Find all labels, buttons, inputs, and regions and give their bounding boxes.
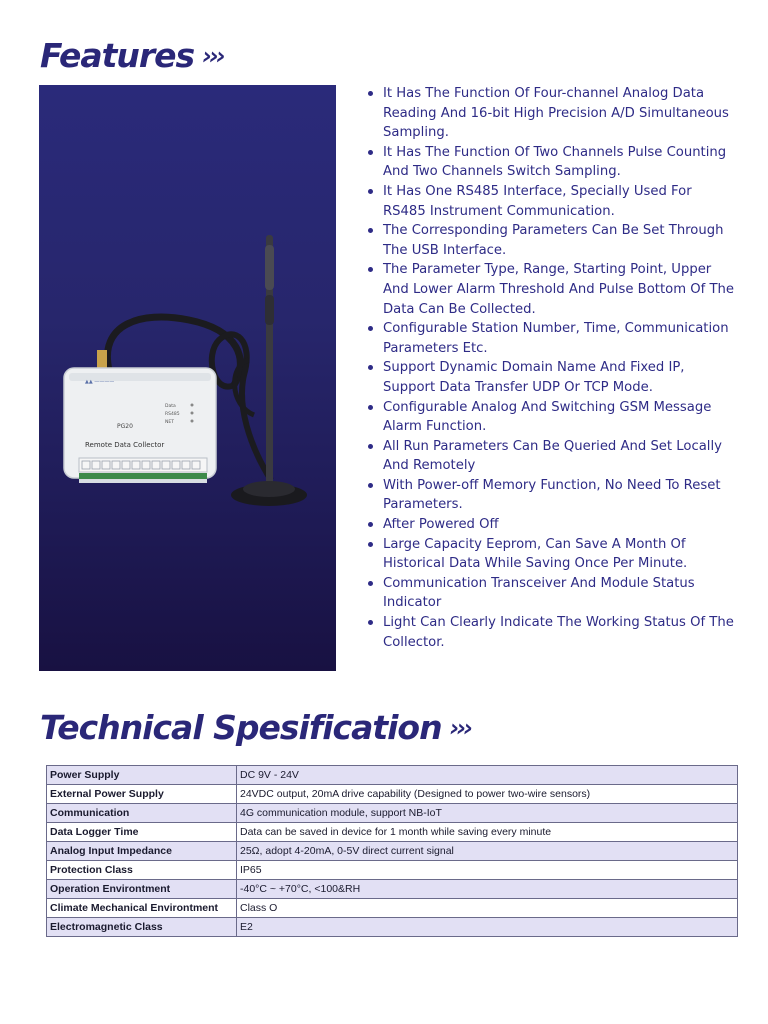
spec-label: Communication	[47, 804, 237, 823]
spec-value: Data can be saved in device for 1 month while saving every minute	[237, 823, 738, 842]
product-image-panel	[39, 85, 336, 671]
feature-item: Support Dynamic Domain Name And Fixed IP, Support Data Transfer UDP Or TCP Mode.	[366, 358, 736, 397]
feature-item: Large Capacity Eeprom, Can Save A Month Of Historical Data While Saving Once Per Minute.	[366, 535, 736, 574]
spec-row	[47, 766, 738, 785]
spec-label: Climate Mechanical Environtment	[47, 899, 237, 918]
spec-label: Electromagnetic Class	[47, 918, 237, 937]
spec-value: 25Ω, adopt 4-20mA, 0-5V direct current signal	[237, 842, 738, 861]
tech-spec-arrows: ›››	[449, 714, 471, 742]
tech-spec-title: Technical Spesification	[40, 708, 442, 747]
device-name-label: Remote Data Collector	[85, 441, 165, 449]
spec-row	[47, 823, 738, 842]
feature-item: Configurable Analog And Switching GSM Message Alarm Function.	[366, 398, 736, 437]
spec-value: Class O	[237, 899, 738, 918]
spec-label: Operation Environtment	[47, 880, 237, 899]
terminal-block	[79, 458, 207, 472]
feature-item: It Has The Function Of Two Channels Pulse Counting And Two Channels Switch Sampling.	[366, 143, 736, 182]
feature-item: The Corresponding Parameters Can Be Set Through The USB Interface.	[366, 221, 736, 260]
feature-item: All Run Parameters Can Be Queried And Set Locally And Remotely	[366, 437, 736, 476]
feature-item: Communication Transceiver And Module Status Indicator	[366, 574, 736, 613]
spec-row	[47, 861, 738, 880]
feature-item: Light Can Clearly Indicate The Working Status Of The Collector.	[366, 613, 736, 652]
tech-spec-heading	[40, 708, 470, 747]
feature-item: Configurable Station Number, Time, Communication Parameters Etc.	[366, 319, 736, 358]
feature-item: It Has The Function Of Four-channel Analog Data Reading And 16-bit High Precision A/D Simultaneous Sampling.	[366, 84, 736, 143]
device-model-label: PG20	[117, 423, 133, 430]
indicator-rs485-label: RS485	[165, 412, 180, 417]
spec-row	[47, 880, 738, 899]
feature-item: After Powered Off	[366, 515, 736, 535]
spec-value: 4G communication module, support NB-IoT	[237, 804, 738, 823]
svg-text:▲▲ ————: ▲▲ ————	[85, 379, 115, 385]
features-heading	[40, 36, 223, 75]
spec-label: External Power Supply	[47, 785, 237, 804]
feature-item: It Has One RS485 Interface, Specially Used For RS485 Instrument Communication.	[366, 182, 736, 221]
indicator-net-label: NET	[165, 420, 174, 425]
feature-item: With Power-off Memory Function, No Need To Reset Parameters.	[366, 476, 736, 515]
spec-label: Power Supply	[47, 766, 237, 785]
spec-label: Data Logger Time	[47, 823, 237, 842]
spec-value: -40°C ~ +70°C, <100&RH	[237, 880, 738, 899]
spec-row	[47, 842, 738, 861]
spec-value: E2	[237, 918, 738, 937]
spec-row	[47, 899, 738, 918]
feature-item: The Parameter Type, Range, Starting Point, Upper And Lower Alarm Threshold And Pulse Bottom Of The Data Can Be Collected.	[366, 260, 736, 319]
spec-value: 24VDC output, 20mA drive capability (Designed to power two-wire sensors)	[237, 785, 738, 804]
features-title: Features	[40, 36, 195, 75]
spec-row	[47, 804, 738, 823]
spec-label: Analog Input Impedance	[47, 842, 237, 861]
spec-row	[47, 918, 738, 937]
data-collector-device-image	[39, 85, 336, 671]
spec-label: Protection Class	[47, 861, 237, 880]
green-connector-strip	[79, 473, 207, 479]
spec-value: IP65	[237, 861, 738, 880]
indicator-data-label: Data	[165, 404, 176, 409]
spec-table	[46, 765, 738, 937]
features-list	[366, 84, 736, 652]
spec-row	[47, 785, 738, 804]
spec-value: DC 9V - 24V	[237, 766, 738, 785]
features-arrows: ›››	[202, 42, 223, 70]
